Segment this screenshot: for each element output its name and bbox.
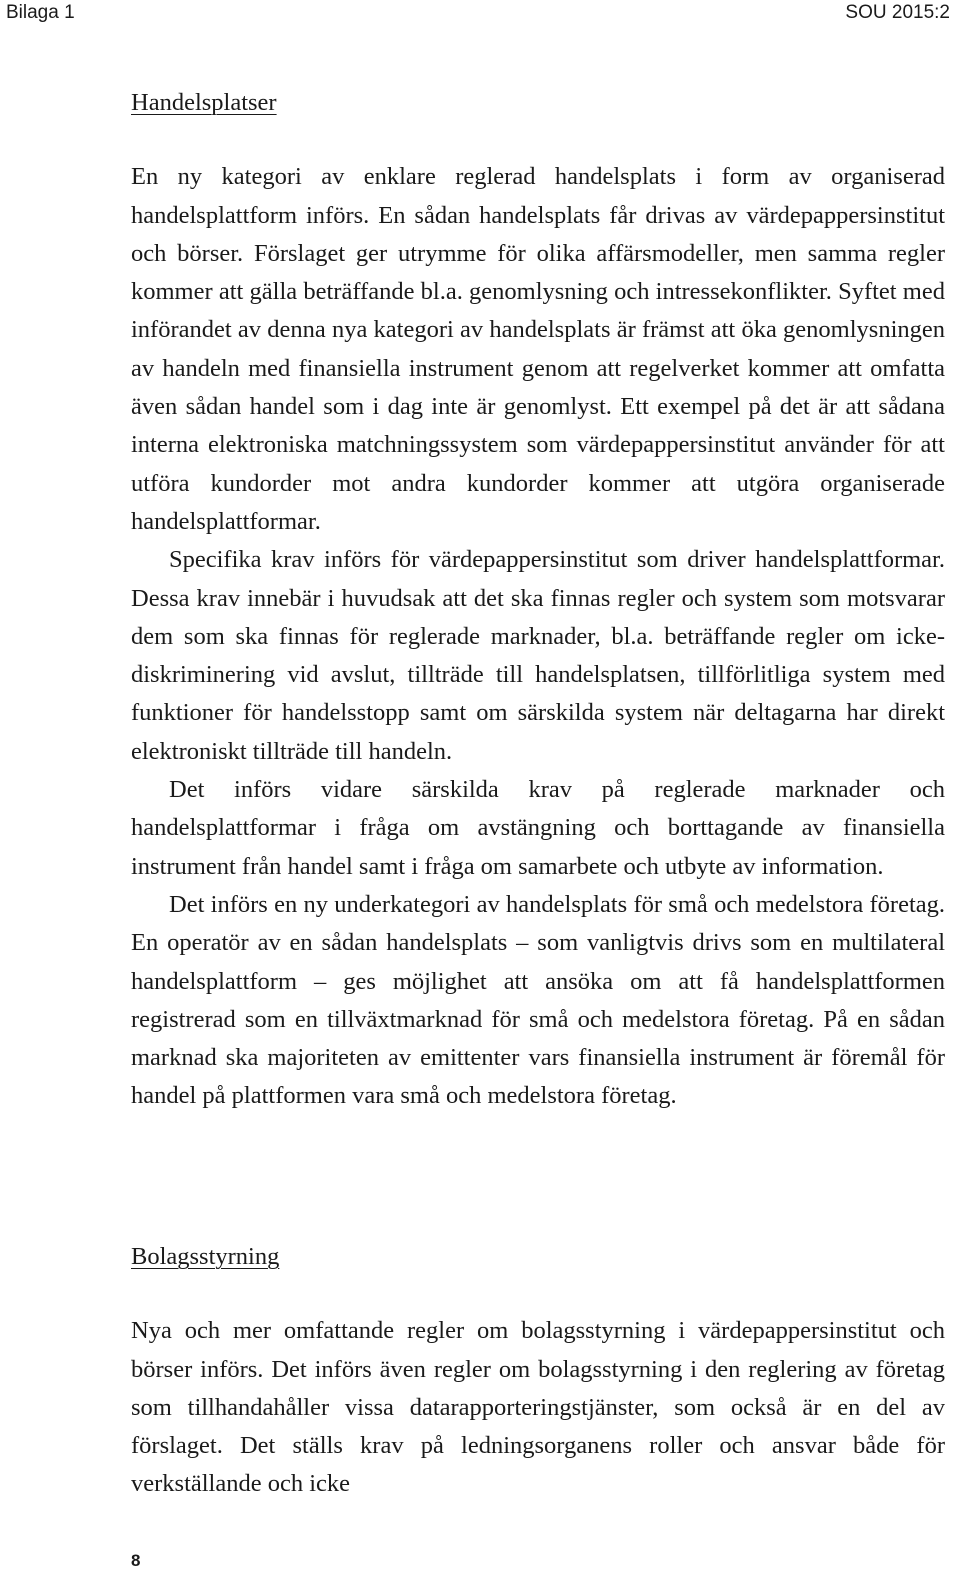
running-header-right: SOU 2015:2 xyxy=(845,2,950,23)
body-paragraph: Nya och mer omfattande regler om bolagsstyrning i värdepappersinstitut och börser införs. Det införs även regler om bolagsstyrning i den reglering av företag som tillhandahåller vissa datarapporteringstjänster, som också är en del av förslaget. Det ställs krav på ledningsorganens roller och ansvar både för verkställande och icke xyxy=(131,1317,945,1498)
page-number: 8 xyxy=(131,1551,141,1570)
body-paragraph: Specifika krav införs för värdepappersinstitut som driver handelsplattformar. Dessa krav innebär i huvudsak att det ska finnas regler och system som motsvarar dem som ska finnas för reglerade marknader, bl.a. beträffande regler om icke-diskriminering vid avslut, tillträde till handelsplatsen, tillförlitliga system med funktioner för handelsstopp samt om särskilda system när deltagarna har direkt elektroniskt tillträde till handeln. xyxy=(131,546,945,765)
section-heading: Bolagsstyrning xyxy=(131,1243,280,1270)
body-paragraph: En ny kategori av enklare reglerad handelsplats i form av organiserad handelsplattform införs. En sådan handelsplats får drivas av värdepappersinstitut och börser. Förslaget ger utrymme för olika affärsmodeller, men samma regler kommer att gälla beträffande bl.a. genomlysning och intressekonflikter. Syftet med införandet av denna nya kategori av handelsplats är främst att öka genomlysningen av handeln med finansiella instrument genom att regelverket kommer att omfatta även sådan handel som i dag inte är genomlyst. Ett exempel på det är att sådana interna elektroniska matchningssystem som värdepappersinstitut använder för att utföra kundorder mot andra kundorder kommer att utgöra organiserade handelsplattformar. xyxy=(131,163,945,535)
running-header-left: Bilaga 1 xyxy=(6,2,75,23)
body-paragraph: Det införs vidare särskilda krav på reglerade marknader och handelsplattformar i fråga om avstängning och borttagande av finansiella instrument från handel samt i fråga om samarbete och utbyte av information. xyxy=(131,776,945,880)
body-paragraph: Det införs en ny underkategori av handelsplats för små och medelstora företag. En operatör av en sådan handelsplats – som vanligtvis drivs som en multilateral handelsplattform – ges möjlighet att ansöka om att få handelsplattformen registrerad som en tillväxtmarknad för små och medelstora företag. På en sådan marknad ska majoriteten av emittenter vars finansiella instrument är föremål för handel på plattformen vara små och medelstora företag. xyxy=(131,890,945,1110)
section-heading: Handelsplatser xyxy=(131,89,277,116)
section-bolagsstyrning xyxy=(131,1238,945,1504)
section-handelsplatser xyxy=(131,84,945,1116)
